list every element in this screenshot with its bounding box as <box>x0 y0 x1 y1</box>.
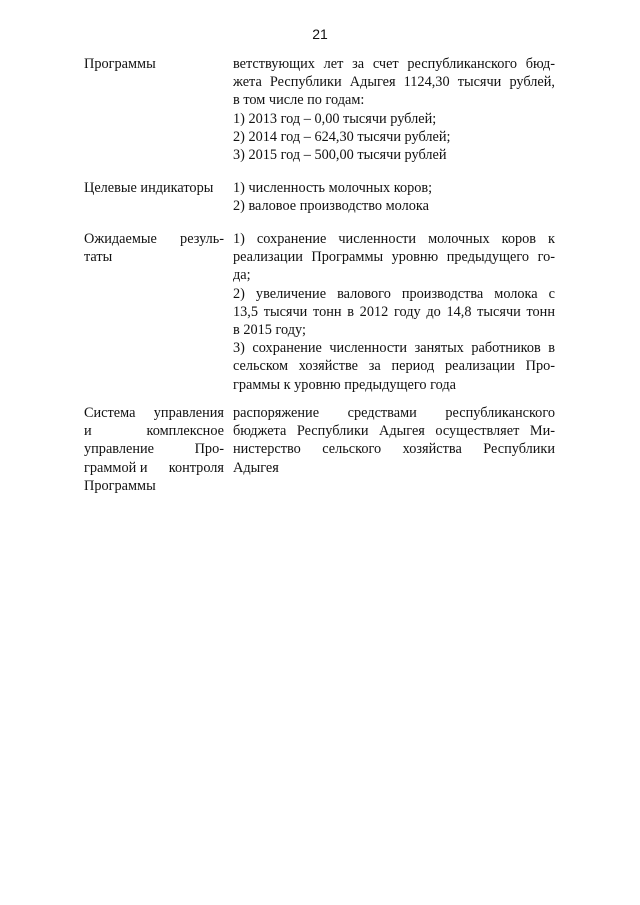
content-line: Адыгея <box>233 459 279 476</box>
content-line: 2) 2014 год – 624,30 тысячи рублей; <box>233 128 451 145</box>
label-line: Программы <box>84 56 156 72</box>
row-label-results <box>84 230 224 266</box>
label-line <box>84 440 224 458</box>
label-line <box>84 230 224 248</box>
content-line: бюджета Республики Адыгея осуществляет Ми- <box>233 423 555 440</box>
label-word: контроля <box>168 459 224 476</box>
row-content-results <box>233 230 555 394</box>
content-line: 1) 2013 год – 0,00 тысячи рублей; <box>233 110 437 127</box>
content-line: 2) увеличение валового производства молока с <box>233 285 555 302</box>
label-word: комплексное <box>146 423 224 440</box>
row-label-programs <box>84 55 224 73</box>
content-line: 3) сохранение численности занятых работников в <box>233 340 555 357</box>
row-content-programs <box>233 55 555 164</box>
page-number: 21 <box>312 26 328 42</box>
content-line: жета Республики Адыгея 1124,30 тысячи рублей, <box>233 74 555 91</box>
label-word: и <box>84 423 92 440</box>
content-line: ветствующих лет за счет республиканского бюд- <box>233 56 555 72</box>
label-word: граммой и <box>84 459 148 476</box>
row-label-indicators <box>84 179 224 197</box>
content-line: 1) численность молочных коров; <box>233 180 433 196</box>
content-line: в 2015 году; <box>233 322 306 339</box>
content-line: 3) 2015 год – 500,00 тысячи рублей <box>233 147 447 164</box>
label-word: Ожидаемые <box>84 231 157 247</box>
label-line <box>84 459 224 477</box>
row-content-indicators <box>233 179 555 215</box>
row-content-management <box>233 404 555 477</box>
content-line: 1) сохранение численности молочных коров к <box>233 231 555 247</box>
content-line: нистерство сельского хозяйства Республики <box>233 441 555 458</box>
label-word: управление <box>84 441 154 458</box>
label-line <box>84 422 224 440</box>
content-line: реализации Программы уровню предыдущего го- <box>233 249 555 266</box>
row-label-management <box>84 404 224 495</box>
content-line: распоряжение средствами республиканского <box>233 405 555 421</box>
label-line: таты <box>84 249 113 266</box>
label-line <box>84 404 224 422</box>
content-line: сельском хозяйстве за период реализации Про- <box>233 358 555 375</box>
label-word: Про- <box>194 441 224 458</box>
label-word: резуль- <box>180 231 224 247</box>
label-line: Программы <box>84 477 156 494</box>
content-line: да; <box>233 267 251 284</box>
content-line: в том числе по годам: <box>233 92 365 109</box>
label-word: управления <box>153 405 224 421</box>
content-line: граммы к уровню предыдущего года <box>233 376 456 393</box>
content-line: 13,5 тысячи тонн в 2012 году до 14,8 тысячи тонн <box>233 303 555 320</box>
label-word: Система <box>84 405 136 421</box>
content-line: 2) валовое производство молока <box>233 198 429 215</box>
label-line: Целевые индикаторы <box>84 180 214 196</box>
